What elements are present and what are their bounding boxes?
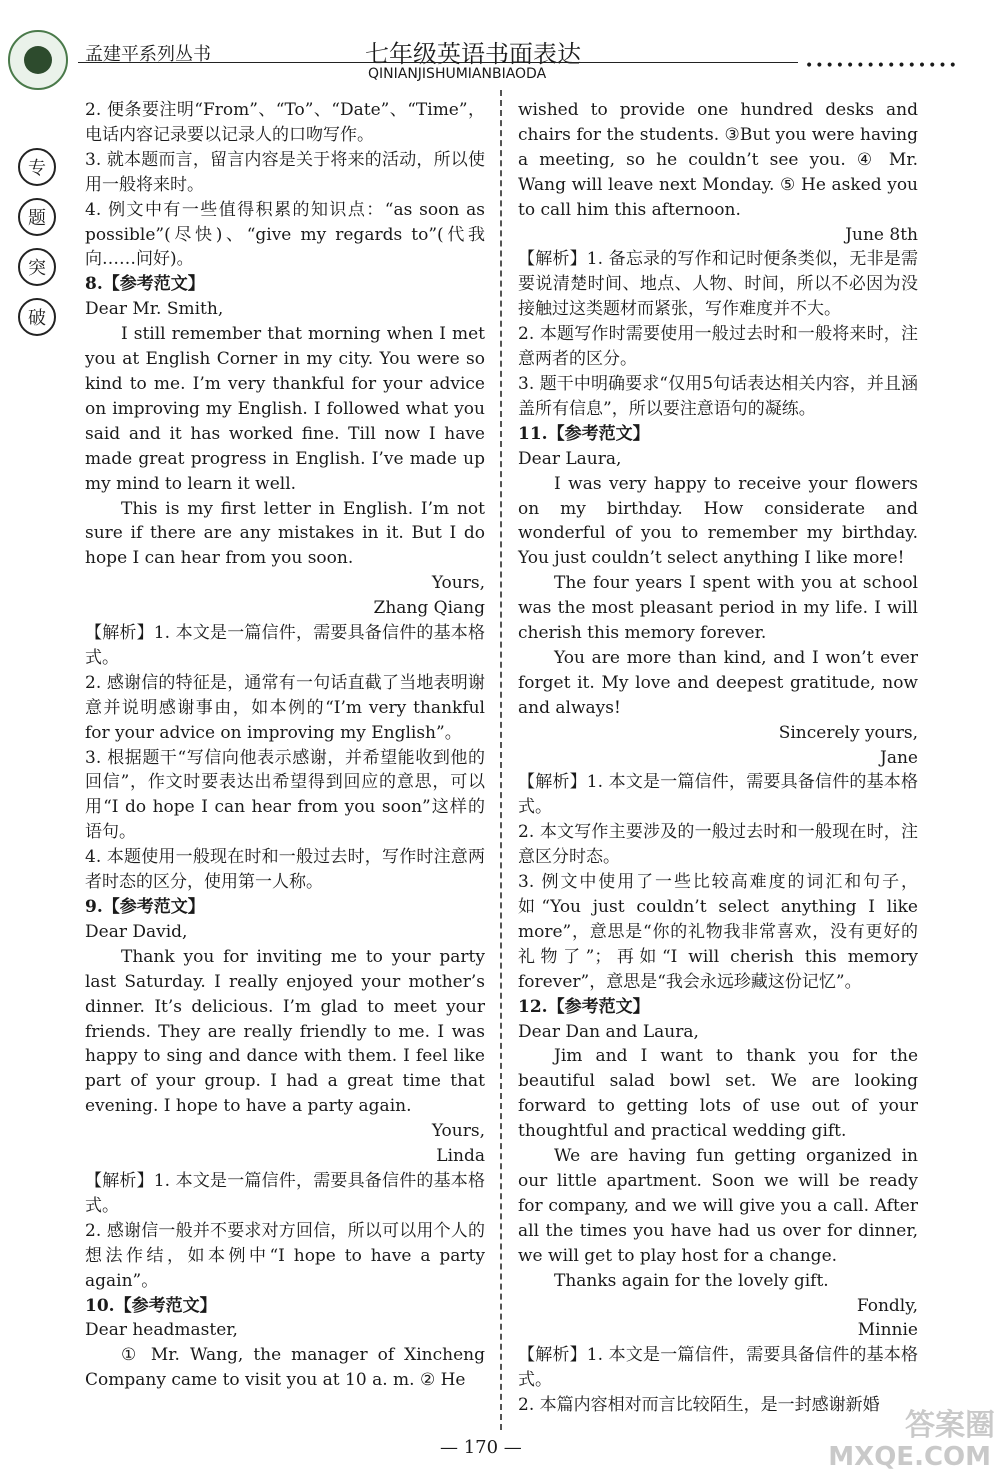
letter-paragraph: ① Mr. Wang, the manager of Xincheng Company came to visit you at 10 a. m. ② He [85, 1345, 485, 1391]
letter-signature: Linda [436, 1146, 485, 1167]
series-name: 孟建平系列丛书 [85, 44, 211, 65]
side-tab: 题 [18, 198, 56, 236]
side-tab: 专 [18, 148, 56, 186]
letter-salutation: Dear Dan and Laura, [518, 1021, 699, 1042]
letter-closing: Yours, [431, 573, 485, 594]
section-heading: 10.【参考范文】 [85, 1295, 217, 1316]
letter-paragraph: Thank you for inviting me to your party last Saturday. I really enjoyed your mother’s dinner. It’s delicious. I’m glad to meet your friends. They are really friendly to me. I was happy to sing and dance with them. I feel like part of your group. I had a great time that evening. I hope to have a party again. [85, 946, 485, 1117]
letter-paragraph: wished to provide one hundred desks and chairs for the students. ③But you were having a meeting, so he couldn’t see you. ④ Mr. Wang will leave next Monday. ⑤ He asked you to call him this afternoon. [518, 100, 918, 220]
watermark-text: 答案圈 [905, 1408, 995, 1443]
header-rule [78, 62, 798, 63]
analysis-point: 【解析】1. 本文是一篇信件，需要具备信件的基本格式。 [85, 1170, 485, 1216]
letter-closing: Fondly, [856, 1295, 918, 1316]
book-title-pinyin: QINIANJISHUMIANBIAODA [368, 66, 547, 82]
analysis-point: 【解析】1. 本文是一篇信件，需要具备信件的基本格式。 [518, 772, 918, 818]
analysis-point: 3. 题干中明确要求“仅用5句话表达相关内容，并且涵盖所有信息”，所以要注意语句的凝练。 [518, 373, 918, 419]
letter-paragraph: I was very happy to receive your flowers on my birthday. How considerate and wonderful of you to remember my birthday. You just couldn’t select anything I like more! [518, 473, 918, 569]
right-column [518, 98, 918, 1418]
left-column [85, 98, 485, 1393]
analysis-point: 【解析】1. 备忘录的写作和记时便条类似，无非是需要说清楚时间、地点、人物、时间，所以不必因为没接触过这类题材而紧张，写作难度并不大。 [518, 249, 918, 320]
letter-salutation: Dear headmaster, [85, 1320, 238, 1341]
memo-date: June 8th [845, 224, 918, 245]
watermark-url: MXQE.COM [828, 1442, 991, 1472]
analysis-point: 2. 本篇内容相对而言比较陌生，是一封感谢新婚 [518, 1395, 880, 1416]
letter-salutation: Dear Mr. Smith, [85, 299, 224, 320]
letter-salutation: Dear Laura, [518, 448, 622, 469]
side-tab: 突 [18, 248, 56, 286]
analysis-point: 4. 本题使用一般现在时和一般过去时，写作时注意两者时态的区分，使用第一人称。 [85, 847, 485, 893]
header-dots: ••••••••••••••• [805, 58, 959, 74]
letter-paragraph: Thanks again for the lovely gift. [554, 1270, 829, 1291]
letter-paragraph: You are more than kind, and I won’t ever forget it. My love and deepest gratitude, now and always! [518, 647, 918, 718]
side-tab: 破 [18, 298, 56, 336]
section-heading: 11.【参考范文】 [518, 423, 650, 444]
analysis-point: 2. 感谢信的特征是，通常有一句话直截了当地表明谢意并说明感谢事由，如本例的“I’m very thankful for your advice on improving my English”。 [85, 672, 485, 743]
analysis-point: 3. 就本题而言，留言内容是关于将来的活动，所以使用一般将来时。 [85, 149, 485, 195]
series-logo-icon [8, 30, 68, 90]
letter-signature: Jane [880, 747, 918, 768]
letter-salutation: Dear David, [85, 921, 188, 942]
section-heading: 12.【参考范文】 [518, 996, 650, 1017]
letter-paragraph: We are having fun getting organized in our little apartment. Soon we will be ready for company, and we will give you a call. After all the times you have had us over for dinner, we will get to play host for a change. [518, 1146, 918, 1266]
section-heading: 9.【参考范文】 [85, 897, 205, 917]
letter-paragraph: Jim and I want to thank you for the beautiful salad bowl set. We are looking forward to getting lots of use out of your thoughtful and practical wedding gift. [518, 1046, 918, 1142]
letter-paragraph: I still remember that morning when I met you at English Corner in my city. You were so kind to me. I’m very thankful for your advice on improving my English. I followed what you said and it has worked fine. Till now I have made great progress in English. I’ve made up my mind to learn it well. [85, 324, 485, 494]
page-header [0, 0, 1000, 92]
watermark-logo [828, 1400, 995, 1478]
analysis-point: 2. 本文写作主要涉及的一般过去时和一般现在时，注意区分时态。 [518, 822, 918, 868]
analysis-point: 2. 感谢信一般并不要求对方回信，所以可以用个人的想法作结，如本例中“I hope to have a party again”。 [85, 1220, 485, 1291]
side-tabs [18, 148, 56, 348]
analysis-point: 【解析】1. 本文是一篇信件，需要具备信件的基本格式。 [518, 1345, 918, 1391]
analysis-point: 3. 例文中使用了一些比较高难度的词汇和句子，如“You just couldn’t select anything I like more”，意思是“你的礼物我非常喜欢，没有更好的礼物了”；再如“I will cherish this memory forever”，意思是“我会永远珍藏这份记忆”。 [518, 872, 918, 992]
letter-paragraph: The four years I spent with you at school was the most pleasant period in my life. I will cherish this memory forever. [518, 573, 918, 644]
column-divider [500, 90, 502, 1430]
analysis-point: 【解析】1. 本文是一篇信件，需要具备信件的基本格式。 [85, 623, 485, 668]
letter-paragraph: This is my first letter in English. I’m not sure if there are any mistakes in it. But I do hope I can hear from you soon. [85, 498, 485, 569]
book-title: 七年级英语书面表达 [365, 40, 581, 68]
letter-closing: Sincerely yours, [778, 722, 918, 743]
letter-closing: Yours, [431, 1121, 485, 1142]
letter-signature: Zhang Qiang [373, 598, 485, 619]
analysis-point: 3. 根据题干“写信向他表示感谢，并希望能收到他的回信”，作文时要表达出希望得到回应的意思，可以用“I do hope I can hear from you soon”这样的语句。 [85, 747, 485, 843]
analysis-point: 4. 例文中有一些值得积累的知识点：“as soon as possible”(尽快)、“give my regards to”(代我向……问好)。 [85, 199, 485, 270]
page-number: — 170 — [440, 1437, 522, 1458]
section-heading: 8.【参考范文】 [85, 274, 205, 295]
analysis-point: 2. 便条要注明“From”、“To”、“Date”、“Time”，电话内容记录要以记录人的口吻写作。 [85, 100, 485, 145]
analysis-point: 2. 本题写作时需要使用一般过去时和一般将来时，注意两者的区分。 [518, 324, 918, 370]
letter-signature: Minnie [857, 1320, 918, 1341]
